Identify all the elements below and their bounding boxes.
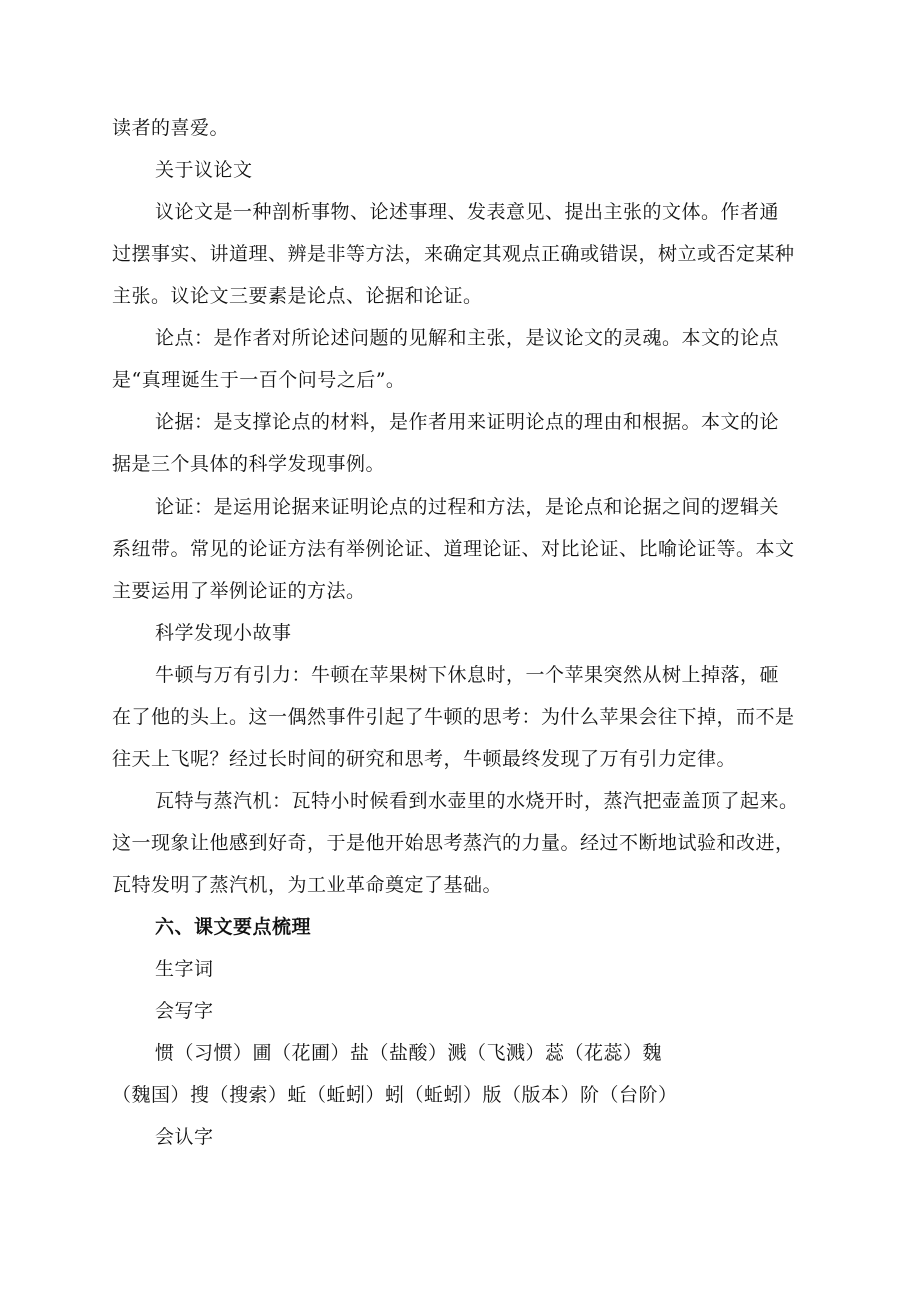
- section-heading: 会认字: [155, 1126, 214, 1148]
- text-line: 据是三个具体的科学发现事例。: [112, 453, 386, 475]
- vocab-line: （魏国）搜（搜索）蚯（蚯蚓）蚓（蚯蚓）版（版本）阶（台阶）: [112, 1084, 678, 1106]
- section-heading: 会写字: [155, 1000, 214, 1022]
- section-heading: 科学发现小故事: [155, 622, 292, 644]
- text-line: 瓦特发明了蒸汽机，为工业革命奠定了基础。: [112, 874, 503, 896]
- text-line: 主张。议论文三要素是论点、论据和论证。: [112, 285, 483, 307]
- section-heading: 关于议论文: [155, 159, 253, 181]
- text-line: 主要运用了举例论证的方法。: [112, 580, 366, 602]
- text-line: 论证：是运用论据来证明论点的过程和方法，是论点和论据之间的逻辑关: [155, 496, 780, 518]
- text-line: 读者的喜爱。: [112, 117, 230, 139]
- text-line: 牛顿与万有引力：牛顿在苹果树下休息时，一个苹果突然从树上掉落，砸: [155, 664, 780, 686]
- text-line: 瓦特与蒸汽机：瓦特小时候看到水壶里的水烧开时，蒸汽把壶盖顶了起来。: [155, 790, 799, 812]
- text-line: 在了他的头上。这一偶然事件引起了牛顿的思考：为什么苹果会往下掉，而不是: [112, 706, 795, 728]
- vocab-line: 惯（习惯）圃（花圃）盐（盐酸）溅（飞溅）蕊（花蕊）魏: [155, 1042, 663, 1064]
- text-line: 论据：是支撑论点的材料，是作者用来证明论点的理由和根据。本文的论: [155, 411, 780, 433]
- text-line: 系纽带。常见的论证方法有举例论证、道理论证、对比论证、比喻论证等。本文: [112, 538, 795, 560]
- section-heading: 生字词: [155, 958, 214, 980]
- text-line: 往天上飞呢？经过长时间的研究和思考，牛顿最终发现了万有引力定律。: [112, 748, 737, 770]
- text-line: 是“真理诞生于一百个问号之后”。: [112, 369, 406, 391]
- text-line: 论点：是作者对所论述问题的见解和主张，是议论文的灵魂。本文的论点: [155, 327, 780, 349]
- text-line: 这一现象让他感到好奇，于是他开始思考蒸汽的力量。经过不断地试验和改进，: [112, 832, 795, 854]
- text-line: 议论文是一种剖析事物、论述事理、发表意见、提出主张的文体。作者通: [155, 201, 780, 223]
- chapter-heading: 六、课文要点梳理: [155, 916, 312, 938]
- text-line: 过摆事实、讲道理、辨是非等方法，来确定其观点正确或错误，树立或否定某种: [112, 243, 795, 265]
